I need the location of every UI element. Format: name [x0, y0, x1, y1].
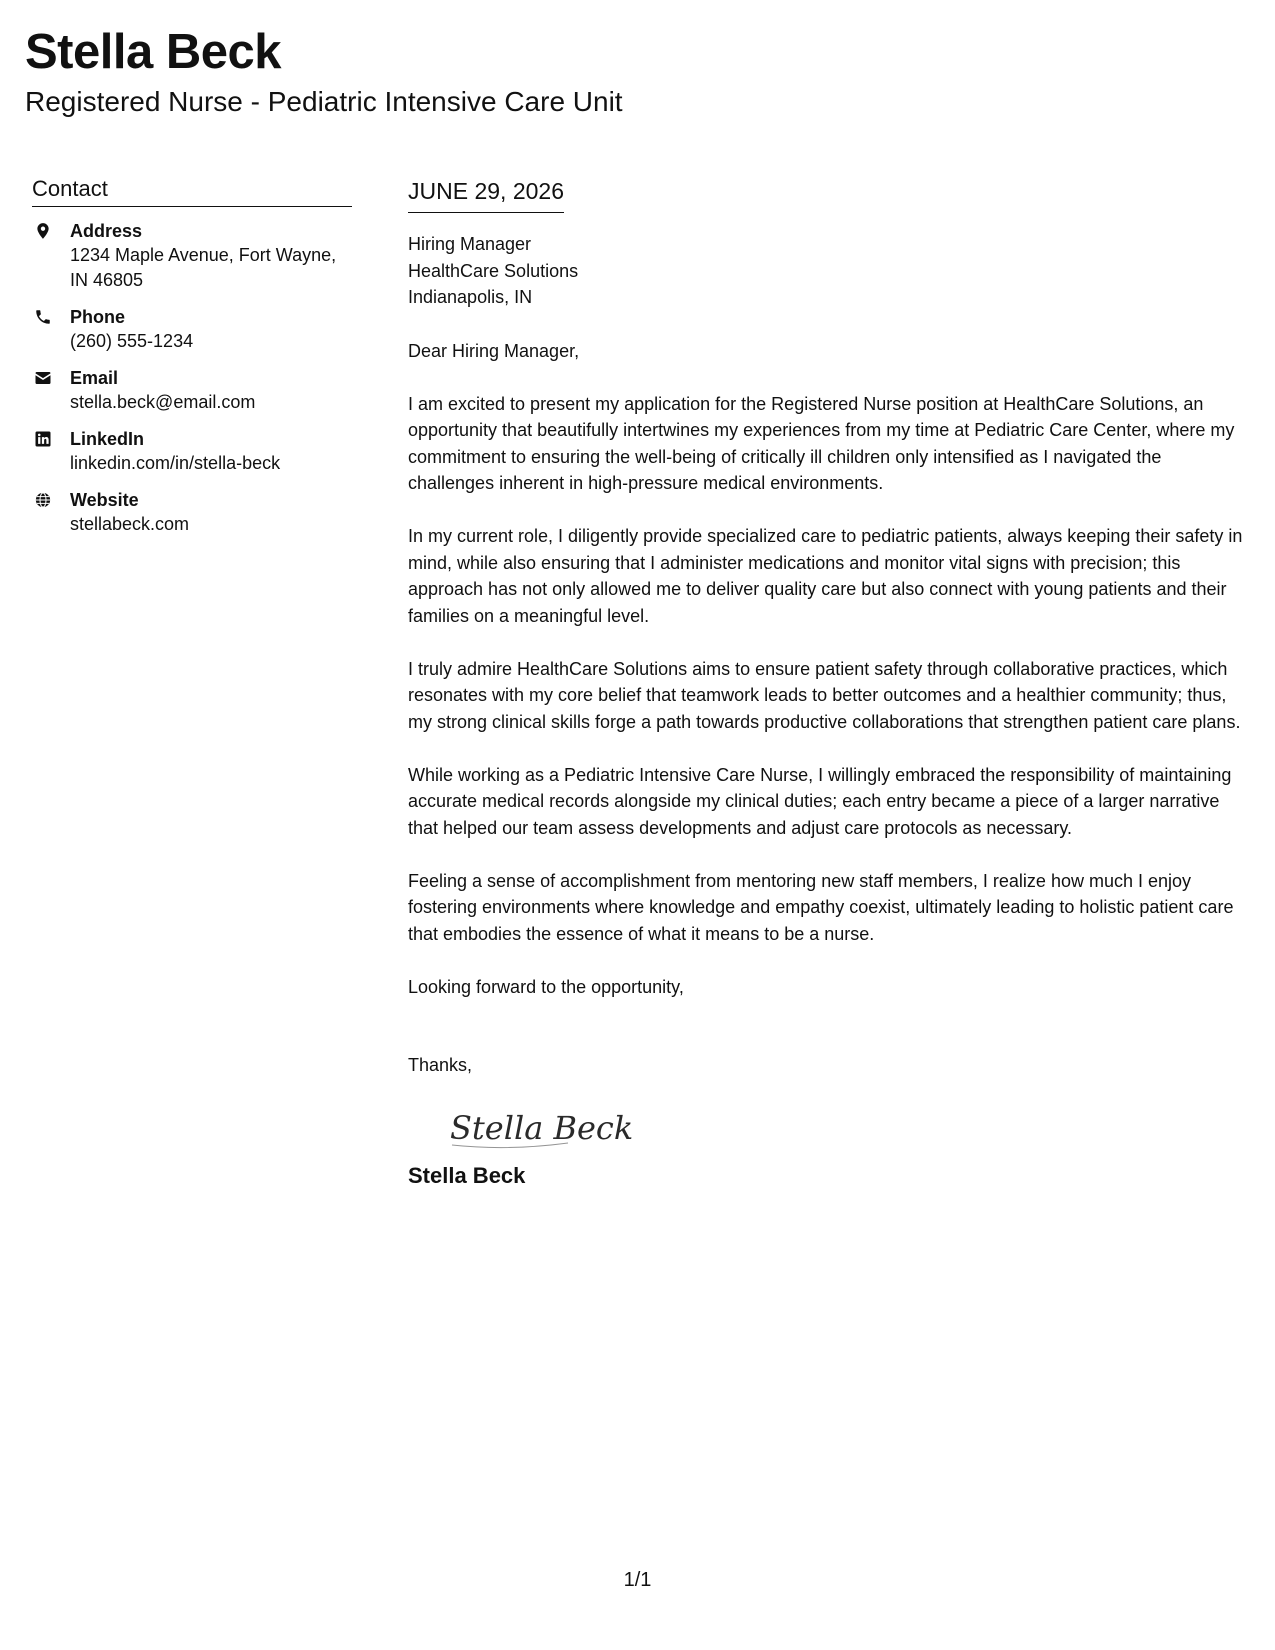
contact-item-phone — [32, 305, 352, 354]
letter-paragraph: I truly admire HealthCare Solutions aims to ensure patient safety through collaborative practices, which resonates with my core belief that teamwork leads to better outcomes and a healthier community; thus, my strong clinical skills forge a path towards productive collaborations that strengthen patient care plans. — [408, 658, 1241, 732]
envelope-icon — [34, 369, 52, 387]
globe-icon — [34, 491, 52, 509]
contact-item-address — [32, 219, 352, 293]
contact-label-email: Email — [70, 368, 119, 388]
linkedin-icon — [34, 430, 52, 448]
thanks-line: Thanks, — [408, 1055, 473, 1075]
letter-paragraph: I am excited to present my application for the Registered Nurse position at HealthCare Solutions, an opportunity that beautifully intertwines my experiences from my time at Pediatric Care Center, where my commitment to ensuring the well-being of critically ill children only intensified as I navigated the challenges inherent in high-pressure medical environments. — [408, 393, 1235, 493]
page-number: 1/1 — [623, 1569, 652, 1591]
contact-label-address: Address — [70, 221, 143, 241]
signature-text: Stella Beck — [450, 1108, 634, 1147]
contact-value-email: stella.beck@email.com — [70, 392, 256, 412]
closing-line: Looking forward to the opportunity, — [408, 976, 684, 997]
contact-label-website: Website — [70, 490, 139, 510]
contact-item-website — [32, 488, 352, 537]
contact-value-address: 1234 Maple Avenue, Fort Wayne, IN 46805 — [70, 245, 337, 290]
signer-name: Stella Beck — [408, 1162, 526, 1188]
contact-item-email — [32, 366, 352, 415]
recipient-location: Indianapolis, IN — [408, 287, 533, 307]
letter-paragraph: In my current role, I diligently provide specialized care to pediatric patients, always keeping their safety in mind, while also ensuring that I administer medications and monitor vital signs with precision; this approach has not only allowed me to deliver quality care but also connect with young patients and their families on a meaningful level. — [408, 526, 1243, 626]
contact-label-linkedin: LinkedIn — [70, 429, 145, 449]
candidate-name: Stella Beck — [25, 25, 281, 79]
contact-label-phone: Phone — [70, 307, 126, 327]
contact-value-phone: (260) 555-1234 — [70, 331, 194, 351]
salutation: Dear Hiring Manager, — [408, 340, 580, 361]
handwritten-signature — [448, 1097, 1248, 1157]
contact-item-linkedin — [32, 427, 352, 476]
contact-sidebar — [32, 176, 352, 549]
contact-heading: Contact — [32, 176, 352, 207]
candidate-role: Registered Nurse - Pediatric Intensive Care Unit — [25, 86, 623, 117]
recipient-title: Hiring Manager — [408, 234, 532, 254]
letter-body — [408, 176, 1248, 1191]
recipient-block — [408, 231, 1248, 311]
letter-paragraph: Feeling a sense of accomplishment from mentoring new staff members, I realize how much I enjoy fostering environments where knowledge and empathy coexist, ultimately leading to holistic patient care that embodies the essence of what it means to be a nurse. — [408, 870, 1234, 944]
contact-value-linkedin: linkedin.com/in/stella-beck — [70, 453, 281, 473]
letter-date: JUNE 29, 2026 — [408, 176, 564, 213]
contact-value-website: stellabeck.com — [70, 514, 190, 534]
phone-icon — [34, 308, 52, 326]
letter-paragraph: While working as a Pediatric Intensive Care Nurse, I willingly embraced the responsibility of maintaining accurate medical records alongside my clinical duties; each entry became a piece of a larger narrative that helped our team assess developments and adjust care protocols as necessary. — [408, 764, 1232, 838]
map-pin-icon — [34, 222, 52, 240]
recipient-company: HealthCare Solutions — [408, 260, 579, 281]
